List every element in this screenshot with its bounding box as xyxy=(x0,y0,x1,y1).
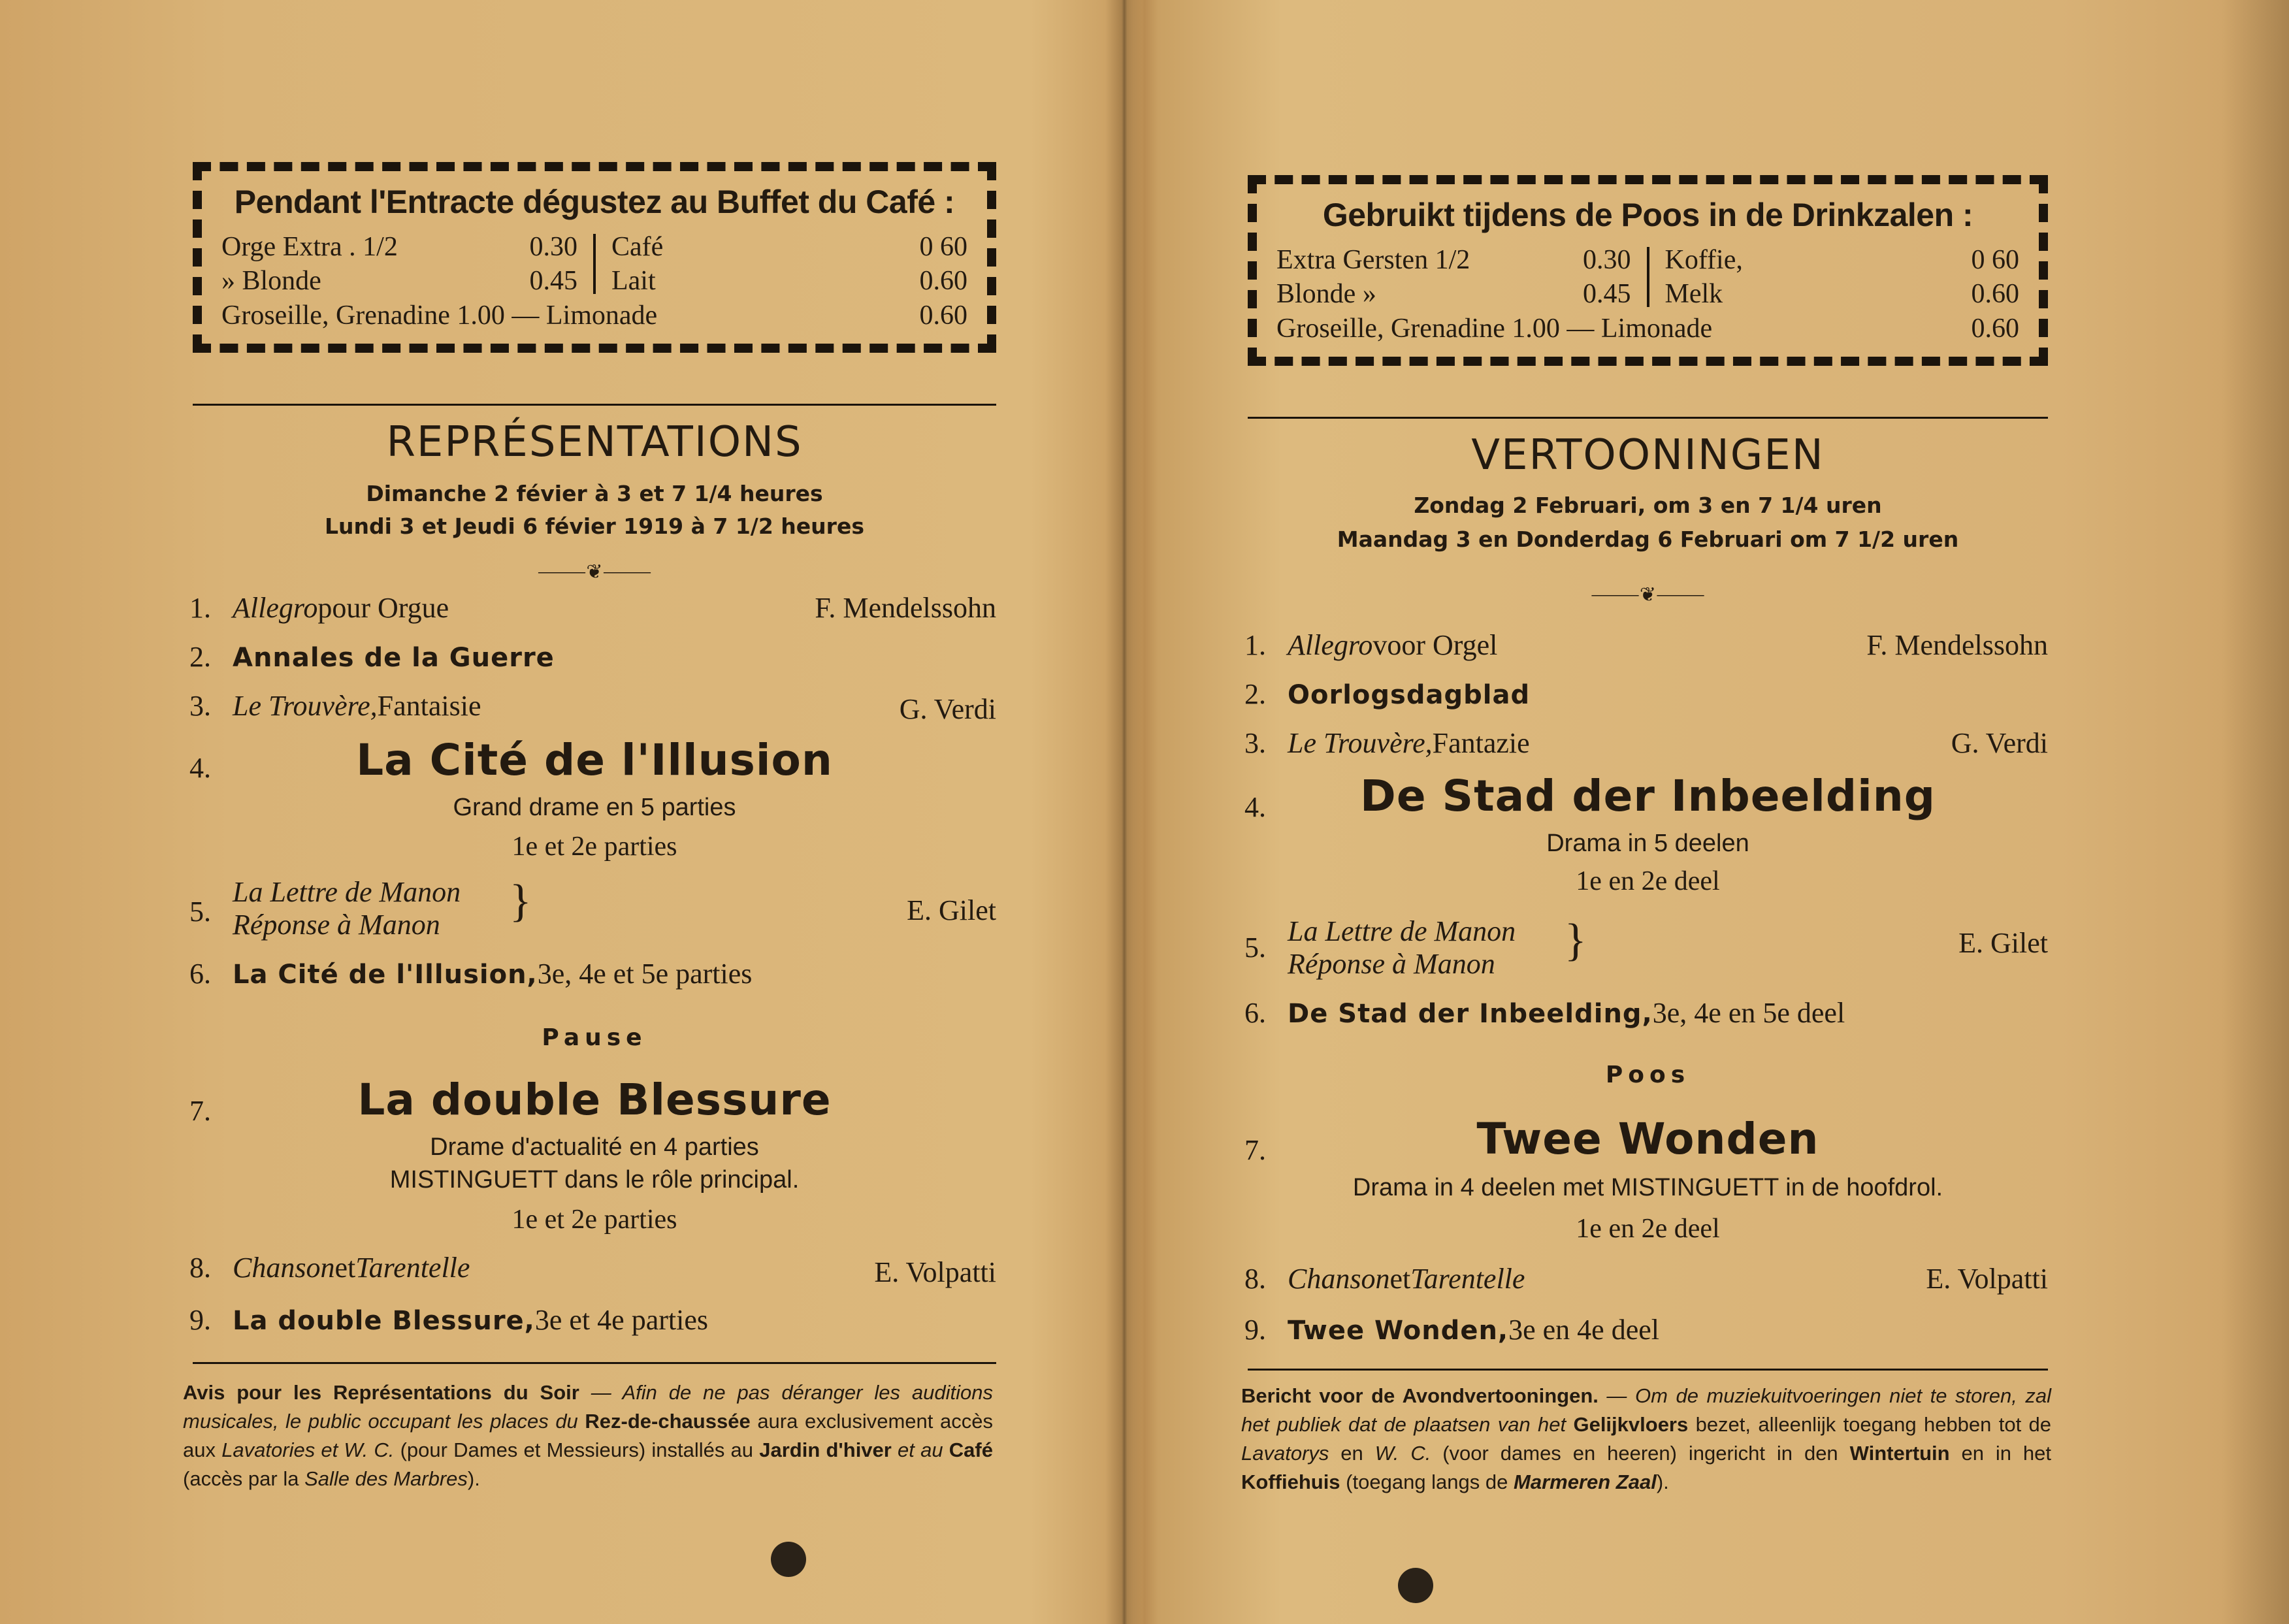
feature-subtitle: Grand drame en 5 parties xyxy=(453,794,736,821)
notice-text: ). xyxy=(467,1467,480,1490)
notice-text: bezet, alleenlijk toegang hebben tot de xyxy=(1688,1413,2051,1436)
program-item-9 xyxy=(1244,1313,1659,1346)
price-column-1 xyxy=(1276,243,1631,311)
notice-text: Lavatorys xyxy=(1241,1442,1329,1465)
item-title: La double Blessure, xyxy=(233,1306,535,1336)
drink-name: Melk xyxy=(1664,279,1723,309)
program-item-9 xyxy=(189,1303,708,1337)
item-title: Réponse à Manon xyxy=(233,909,440,941)
notice-text: Marmeren Zaal xyxy=(1514,1470,1657,1493)
notice-text: ). xyxy=(1656,1470,1669,1493)
item-desc: et xyxy=(1389,1263,1411,1295)
drink-name: » Blonde xyxy=(221,266,321,296)
item-desc: pour Orgue xyxy=(317,592,449,624)
drink-name: Blonde » xyxy=(1276,279,1376,309)
price-row xyxy=(1276,243,1631,277)
program-item-8 xyxy=(1244,1262,1525,1295)
feature-title: La double Blessure xyxy=(357,1075,832,1125)
item-title: La Lettre de Manon xyxy=(1288,915,1516,947)
drink-price: 0.60 xyxy=(1971,314,2019,344)
notice-text: Koffiehuis xyxy=(1241,1470,1340,1493)
drink-price: 0.60 xyxy=(919,300,967,331)
notice-text: Jardin d'hiver xyxy=(759,1438,892,1461)
program-item-5b xyxy=(233,908,440,941)
item-number: 9. xyxy=(189,1304,211,1336)
drink-price: 0 60 xyxy=(1971,245,2019,275)
item-title: Allegro xyxy=(233,592,318,624)
item-desc: 3e, 4e en 5e deel xyxy=(1652,997,1845,1029)
ornament-divider: ⸻❦⸻ xyxy=(537,561,652,583)
item-desc: Fantazie xyxy=(1432,727,1530,759)
price-column-2 xyxy=(611,230,967,298)
notice-text: et au xyxy=(891,1438,949,1461)
price-row xyxy=(1665,277,2020,311)
drink-name: Limonade xyxy=(1600,314,1713,344)
item-title: Chanson xyxy=(1288,1263,1390,1295)
feature-title: La Cité de l'Illusion xyxy=(356,735,833,785)
item-number: 6. xyxy=(1244,997,1266,1029)
drink-price: 0.30 xyxy=(529,232,577,262)
item-number: 8. xyxy=(189,1252,211,1284)
notice-text: — Afin de ne pas déranger les auditions musicales, le public occupant les places du xyxy=(183,1381,993,1433)
intermission-label: Poos xyxy=(1605,1062,1691,1088)
item-title: Le Trouvère, xyxy=(1288,727,1433,759)
item-title: Annales de la Guerre xyxy=(233,643,555,673)
intermission-label: Pause xyxy=(542,1024,647,1051)
composer: E. Gilet xyxy=(1958,927,2048,959)
notice-text: Rez-de-chaussée xyxy=(585,1410,751,1433)
item-number: 4. xyxy=(1244,791,1266,823)
item-number: 2. xyxy=(189,641,211,673)
buffet-heading: Gebruikt tijdens de Poos in de Drinkzalen : xyxy=(1322,197,1973,233)
column-divider xyxy=(1647,247,1649,307)
drink-price: 0.60 xyxy=(1971,279,2019,309)
divider-rule xyxy=(193,1362,996,1364)
buffet-box xyxy=(1248,175,2048,366)
price-row xyxy=(1276,277,1631,311)
item-number: 1. xyxy=(189,592,211,624)
feature-parts: 1e et 2e parties xyxy=(511,1205,677,1235)
drink-name: Café xyxy=(611,232,664,262)
price-row-bottom xyxy=(1276,311,2019,346)
item-number: 9. xyxy=(1244,1314,1266,1346)
price-list xyxy=(1276,243,2019,311)
feature-title: Twee Wonden xyxy=(1476,1114,1819,1164)
price-list xyxy=(221,230,967,298)
program-item-1 xyxy=(1244,628,1497,662)
drink-name: Koffie, xyxy=(1664,245,1743,275)
notice-text: aura exclusivement accès aux xyxy=(183,1410,993,1461)
buffet-box xyxy=(193,162,996,353)
ornament-divider: ⸻❦⸻ xyxy=(1591,584,1705,606)
item-number: 5. xyxy=(189,896,211,928)
date-line-1: Zondag 2 Februari, om 3 en 7 1/4 uren xyxy=(1414,493,1882,518)
feature-subtitle: Drame d'actualité en 4 parties xyxy=(430,1133,759,1161)
price-row xyxy=(611,264,967,298)
feature-title: De Stad der Inbeelding xyxy=(1360,771,1936,821)
drink-name: Groseille, Grenadine 1.00 — xyxy=(221,300,540,331)
drink-name: Limonade xyxy=(545,300,658,331)
price-row xyxy=(221,230,577,264)
price-row xyxy=(611,230,967,264)
item-desc: 3e en 4e deel xyxy=(1508,1314,1659,1346)
composer: G. Verdi xyxy=(1951,727,2048,759)
page-title: VERTOONINGEN xyxy=(1471,431,1825,479)
composer: E. Volpatti xyxy=(874,1256,996,1288)
drink-price: 0.45 xyxy=(1583,279,1631,309)
item-title: Twee Wonden, xyxy=(1288,1316,1509,1346)
notice-text: (toegang langs de xyxy=(1340,1470,1514,1493)
notice-text: Café xyxy=(949,1438,993,1461)
notice-text: Wintertuin xyxy=(1849,1442,1950,1465)
price-column-2 xyxy=(1665,243,2020,311)
item-number: 3. xyxy=(189,690,211,722)
evening-notice xyxy=(183,1378,993,1493)
notice-text: en in het xyxy=(1949,1442,2051,1465)
feature-subtitle: Drama in 4 deelen met MISTINGUETT in de hoofdrol. xyxy=(1352,1174,1943,1201)
composer: F. Mendelssohn xyxy=(815,592,996,624)
program-item-6 xyxy=(189,957,752,990)
composer: E. Volpatti xyxy=(1926,1263,2048,1295)
item-number: 2. xyxy=(1244,678,1266,710)
item-desc: Fantaisie xyxy=(377,690,481,722)
program-item-5-number xyxy=(1244,931,1288,964)
item-desc: 3e, 4e et 5e parties xyxy=(537,958,753,990)
right-page-dutch xyxy=(1137,0,2247,1624)
program-item-5b xyxy=(1288,947,1495,981)
price-column-1 xyxy=(221,230,577,298)
divider-rule xyxy=(1248,1369,2048,1371)
brace-icon: } xyxy=(1565,915,1587,966)
item-number: 5. xyxy=(1244,932,1266,964)
date-line-1: Dimanche 2 févier à 3 et 7 1/4 heures xyxy=(366,481,823,506)
item-number: 3. xyxy=(1244,727,1266,759)
item-title: Tarentelle xyxy=(355,1252,470,1284)
notice-text: Salle des Marbres xyxy=(304,1467,468,1490)
item-title: Chanson xyxy=(233,1252,335,1284)
column-divider xyxy=(593,234,596,294)
brace-icon: } xyxy=(510,876,532,926)
feature-subtitle: Drama in 5 deelen xyxy=(1546,830,1749,857)
date-line-2: Lundi 3 et Jeudi 6 févier 1919 à 7 1/2 heures xyxy=(325,513,864,539)
drink-price: 0.60 xyxy=(919,266,967,296)
item-number: 6. xyxy=(189,958,211,990)
program-item-5-number xyxy=(189,895,233,928)
program-item-5a xyxy=(1288,915,1516,948)
price-row xyxy=(221,264,577,298)
program-item-8 xyxy=(189,1251,470,1284)
item-desc: 3e et 4e parties xyxy=(534,1304,708,1336)
item-number: 4. xyxy=(189,752,211,784)
drink-price: 0 60 xyxy=(919,232,967,262)
program-item-6 xyxy=(1244,996,1845,1030)
buffet-heading: Pendant l'Entracte dégustez au Buffet du Café : xyxy=(234,184,955,220)
item-number: 1. xyxy=(1244,629,1266,661)
price-row-bottom xyxy=(221,298,967,333)
item-title: La Lettre de Manon xyxy=(233,876,461,908)
date-line-2: Maandag 3 en Donderdag 6 Februari om 7 1/2 uren xyxy=(1337,527,1959,552)
feature-parts: 1e en 2e deel xyxy=(1576,1214,1720,1244)
drink-name: Groseille, Grenadine 1.00 — xyxy=(1276,314,1595,344)
notice-text: en xyxy=(1329,1442,1375,1465)
program-item-3 xyxy=(189,689,481,723)
item-title: Le Trouvère, xyxy=(233,690,378,722)
item-number: 7. xyxy=(189,1095,211,1127)
program-item-2 xyxy=(1244,677,1530,711)
item-desc: voor Orgel xyxy=(1372,629,1498,661)
notice-heading: Avis pour les Représentations du Soir xyxy=(183,1381,579,1404)
notice-text: Gelijkvloers xyxy=(1573,1413,1689,1436)
binding-hole-icon xyxy=(1398,1568,1433,1603)
notice-text: (pour Dames et Messieurs) installés au xyxy=(394,1438,760,1461)
notice-text: Lavatories et W. C. xyxy=(221,1438,395,1461)
binding-hole-icon xyxy=(771,1542,806,1577)
item-title: Allegro xyxy=(1288,629,1373,661)
left-page-french xyxy=(0,0,1111,1624)
composer: G. Verdi xyxy=(899,693,996,725)
divider-rule xyxy=(193,404,996,406)
composer: F. Mendelssohn xyxy=(1866,629,2048,661)
drink-name: Extra Gersten 1/2 xyxy=(1276,245,1470,275)
notice-heading: Bericht voor de Avondvertooningen. xyxy=(1241,1384,1599,1407)
drink-name: Lait xyxy=(611,266,656,296)
item-title: La Cité de l'Illusion, xyxy=(233,960,538,990)
notice-text: — Om de muziekuitvoeringen niet te storen, zal het publiek dat de plaatsen van het xyxy=(1241,1384,2051,1436)
composer: E. Gilet xyxy=(907,894,996,926)
feature-subtitle-2: MISTINGUETT dans le rôle principal. xyxy=(389,1166,800,1194)
page-title: REPRÉSENTATIONS xyxy=(386,418,803,466)
program-item-2 xyxy=(189,640,555,674)
program-item-1 xyxy=(189,591,449,625)
notice-text: W. C. xyxy=(1374,1442,1431,1465)
divider-rule xyxy=(1248,417,2048,419)
program-item-5a xyxy=(233,875,461,909)
notice-text: (voor dames en heeren) ingericht in den xyxy=(1431,1442,1850,1465)
item-title: Tarentelle xyxy=(1410,1263,1525,1295)
item-number: 8. xyxy=(1244,1263,1266,1295)
item-title: De Stad der Inbeelding, xyxy=(1288,999,1653,1029)
evening-notice xyxy=(1241,1382,2051,1497)
notice-text: (accès par la xyxy=(183,1467,305,1490)
program-item-3 xyxy=(1244,726,1530,760)
item-desc: et xyxy=(334,1252,356,1284)
drink-price: 0.45 xyxy=(529,266,577,296)
item-title: Oorlogsdagblad xyxy=(1288,680,1531,710)
item-number: 7. xyxy=(1244,1134,1266,1166)
drink-name: Orge Extra . 1/2 xyxy=(221,232,398,262)
price-row xyxy=(1665,243,2020,277)
item-title: Réponse à Manon xyxy=(1288,948,1495,980)
drink-price: 0.30 xyxy=(1583,245,1631,275)
feature-parts: 1e en 2e deel xyxy=(1576,866,1720,896)
feature-parts: 1e et 2e parties xyxy=(511,832,677,862)
